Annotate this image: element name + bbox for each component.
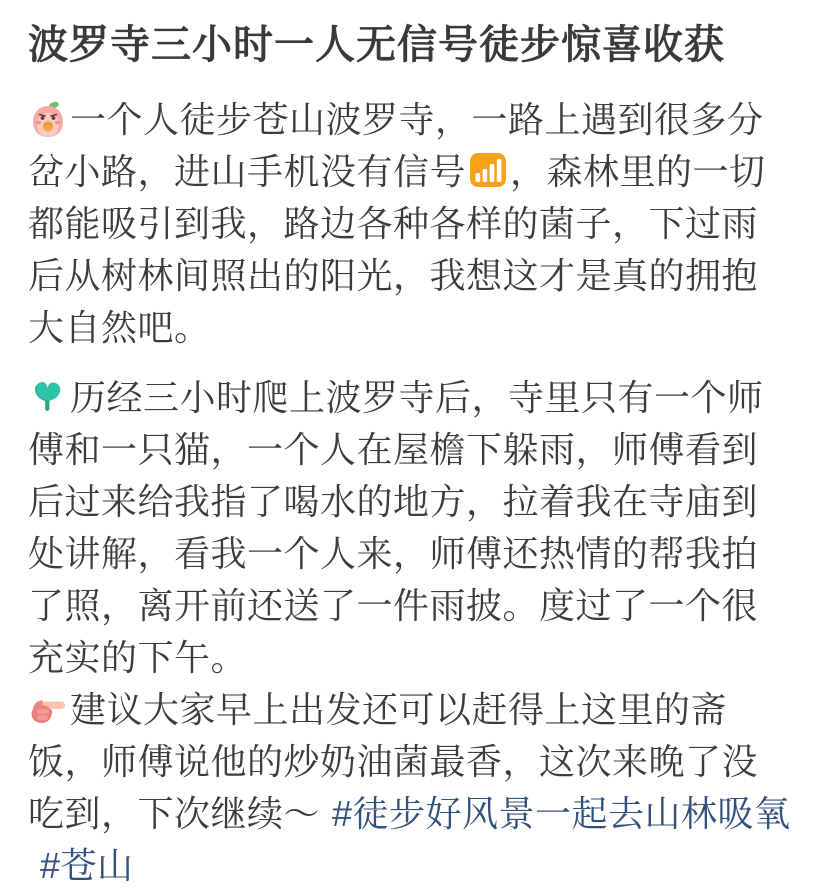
paragraph-1-text-after-signal: ，森林里的一切都能吸引到我，路边各种各样的菌子，下过雨后从树林间照出的阳光，我想这才是真的拥抱大自然吧。: [28, 151, 766, 348]
paragraph-3-text: 建议大家早上出发还可以赶得上这里的斋饭，师傅说他的炒奶油菌最香，这次来晚了没吃到，下次继续～: [28, 689, 759, 834]
hashtag-cangshan[interactable]: #苍山: [40, 845, 134, 886]
paragraph-1: [28, 94, 792, 354]
hashtag-hiking-scenery[interactable]: #徒步好风景一起去山林吸氧: [332, 793, 791, 834]
paragraph-1-text-before-signal: 一个人徒步苍山波罗寺，一路上遇到很多分岔小路，进山手机没有信号: [28, 99, 764, 192]
signal-bars-emoji: [468, 150, 508, 190]
post-title: 波罗寺三小时一人无信号徒步惊喜收获: [28, 23, 725, 67]
paragraph-2: [28, 372, 792, 684]
seedling-emoji: [28, 377, 68, 417]
backhand-index-pointing-right-emoji: [28, 689, 68, 729]
paragraph-2-text: 历经三小时爬上波罗寺后，寺里只有一个师傅和一只猫，一个人在屋檐下躲雨，师傅看到后过来给我指了喝水的地方，拉着我在寺庙到处讲解，看我一个人来，师傅还热情的帮我拍了照，离开前还送了一件雨披。度过了一个很充实的下午。: [28, 377, 764, 678]
paragraph-3: [28, 684, 792, 892]
peach-character-emoji: [28, 99, 68, 139]
